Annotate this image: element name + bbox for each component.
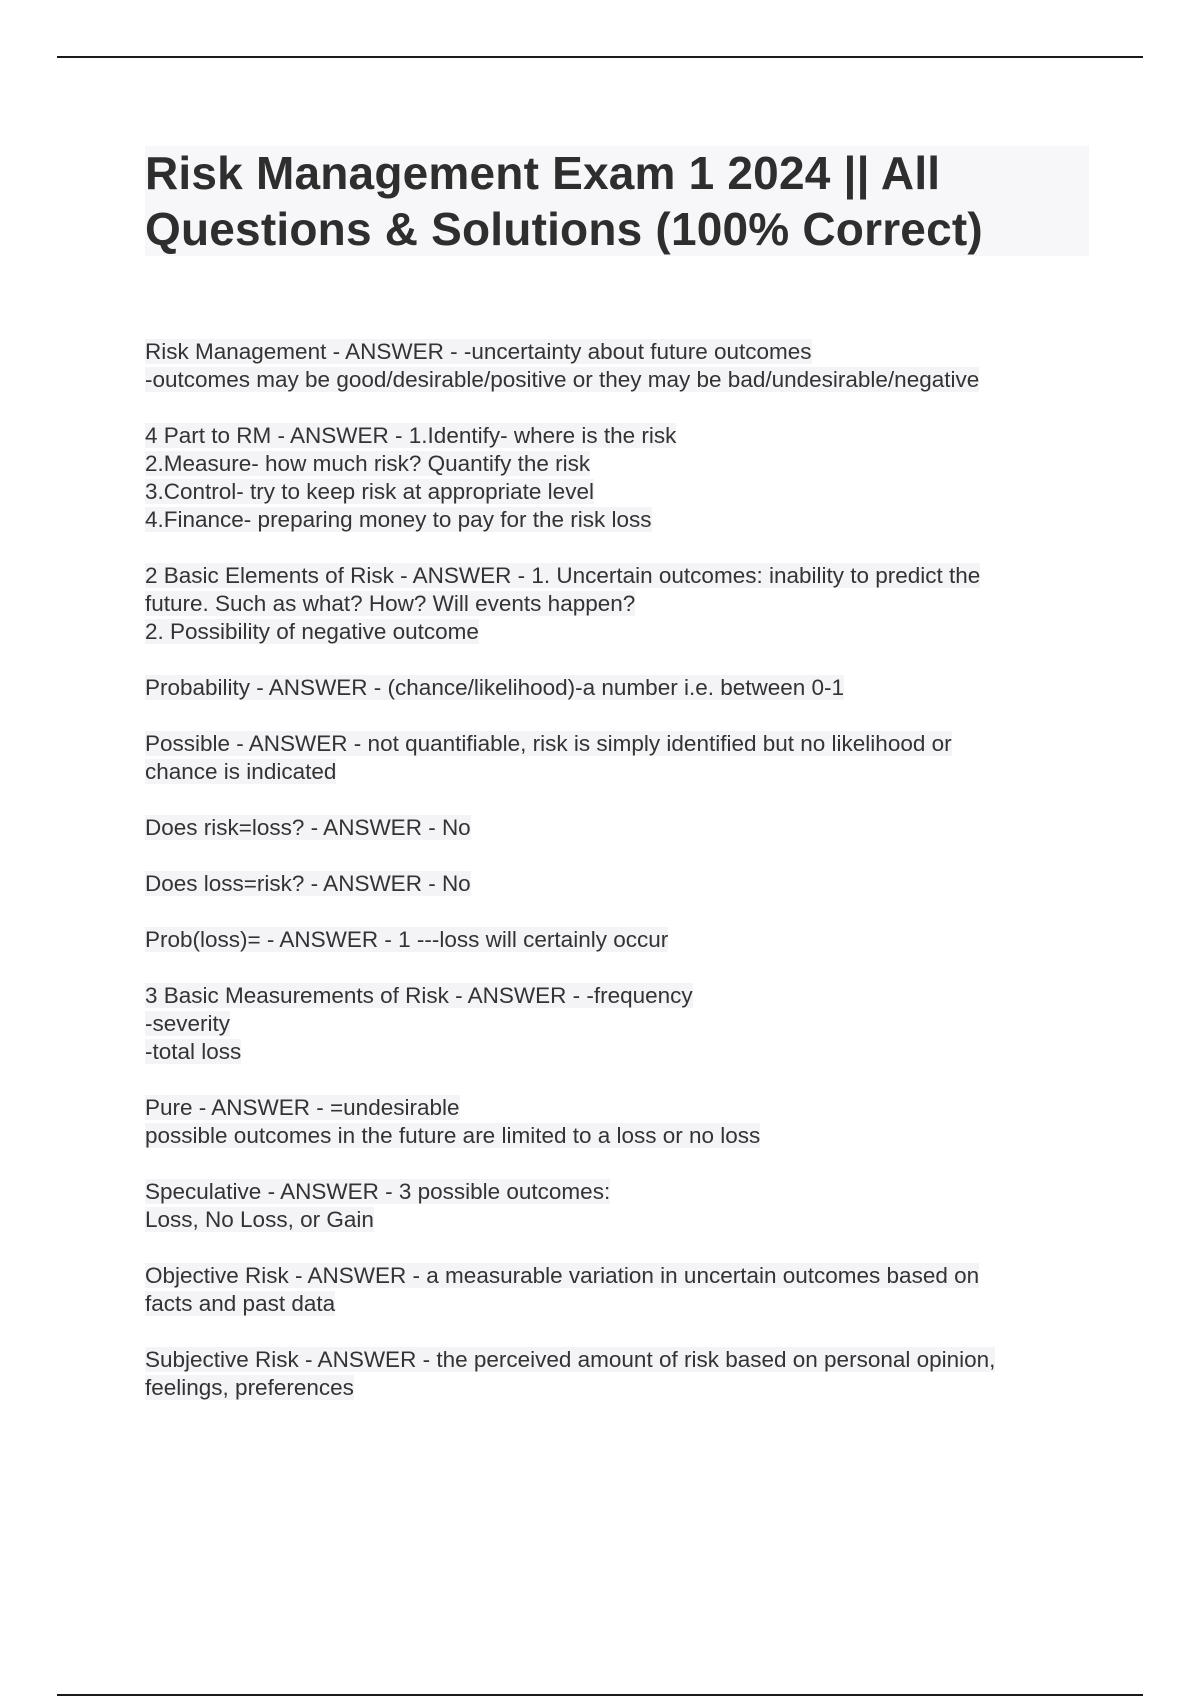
qa-entry	[145, 422, 1089, 534]
qa-line	[145, 590, 1089, 618]
qa-entry	[145, 926, 1089, 954]
qa-entry	[145, 674, 1089, 702]
qa-entry	[145, 562, 1089, 646]
qa-line	[145, 926, 1089, 954]
qa-line-text: 4.Finance- preparing money to pay for the risk loss	[145, 507, 652, 532]
qa-line-text: 2. Possibility of negative outcome	[145, 619, 479, 644]
qa-line-text: Pure - ANSWER - =undesirable	[145, 1095, 460, 1120]
qa-line-text: chance is indicated	[145, 759, 337, 784]
title-block	[145, 146, 1089, 256]
qa-line	[145, 478, 1089, 506]
qa-line	[145, 1038, 1089, 1066]
qa-line-text: Does risk=loss? - ANSWER - No	[145, 815, 471, 840]
qa-line	[145, 450, 1089, 478]
qa-entry	[145, 1262, 1089, 1318]
qa-line-text: 4 Part to RM - ANSWER - 1.Identify- where is the risk	[145, 423, 677, 448]
qa-line-text: Risk Management - ANSWER - -uncertainty about future outcomes	[145, 339, 812, 364]
qa-line-text: Objective Risk - ANSWER - a measurable variation in uncertain outcomes based on	[145, 1263, 980, 1288]
qa-line-text: 3.Control- try to keep risk at appropriate level	[145, 479, 594, 504]
top-rule	[57, 56, 1143, 58]
qa-line-text: facts and past data	[145, 1291, 336, 1316]
qa-line	[145, 814, 1089, 842]
qa-line	[145, 338, 1089, 366]
qa-line-text: Does loss=risk? - ANSWER - No	[145, 871, 471, 896]
qa-entry	[145, 1178, 1089, 1234]
qa-entry	[145, 730, 1089, 786]
qa-line-text: Probability - ANSWER - (chance/likelihood)-a number i.e. between 0-1	[145, 675, 845, 700]
qa-line-text: future. Such as what? How? Will events happen?	[145, 591, 636, 616]
qa-line	[145, 1290, 1089, 1318]
qa-line	[145, 730, 1089, 758]
qa-line	[145, 1094, 1089, 1122]
qa-line-text: 3 Basic Measurements of Risk - ANSWER - -frequency	[145, 983, 693, 1008]
qa-line-text: possible outcomes in the future are limited to a loss or no loss	[145, 1123, 761, 1148]
page-title-line-1: Risk Management Exam 1 2024 || All	[145, 147, 941, 199]
bottom-rule	[57, 1694, 1143, 1696]
qa-entry	[145, 1346, 1089, 1402]
qa-line	[145, 1262, 1089, 1290]
qa-list	[145, 338, 1089, 1430]
qa-line-text: 2 Basic Elements of Risk - ANSWER - 1. Uncertain outcomes: inability to predict the	[145, 563, 981, 588]
qa-line	[145, 618, 1089, 646]
qa-line	[145, 674, 1089, 702]
qa-entry	[145, 338, 1089, 394]
qa-line-text: feelings, preferences	[145, 1375, 354, 1400]
qa-line-text: -outcomes may be good/desirable/positive or they may be bad/undesirable/negative	[145, 367, 980, 392]
qa-entry	[145, 814, 1089, 842]
qa-line	[145, 506, 1089, 534]
qa-line-text: Prob(loss)= - ANSWER - 1 ---loss will certainly occur	[145, 927, 669, 952]
qa-line	[145, 1010, 1089, 1038]
qa-line	[145, 982, 1089, 1010]
qa-line	[145, 870, 1089, 898]
qa-line-text: Possible - ANSWER - not quantifiable, risk is simply identified but no likelihood or	[145, 731, 952, 756]
qa-line-text: -severity	[145, 1011, 231, 1036]
qa-line-text: Loss, No Loss, or Gain	[145, 1207, 374, 1232]
qa-line	[145, 758, 1089, 786]
qa-entry	[145, 982, 1089, 1066]
qa-line	[145, 1374, 1089, 1402]
qa-line	[145, 1346, 1089, 1374]
qa-line	[145, 1206, 1089, 1234]
qa-line	[145, 1178, 1089, 1206]
qa-line-text: 2.Measure- how much risk? Quantify the risk	[145, 451, 591, 476]
qa-entry	[145, 870, 1089, 898]
qa-line	[145, 562, 1089, 590]
qa-line-text: Subjective Risk - ANSWER - the perceived amount of risk based on personal opinion,	[145, 1347, 996, 1372]
qa-entry	[145, 1094, 1089, 1150]
qa-line	[145, 1122, 1089, 1150]
qa-line-text: Speculative - ANSWER - 3 possible outcomes:	[145, 1179, 611, 1204]
qa-line-text: -total loss	[145, 1039, 242, 1064]
qa-line	[145, 422, 1089, 450]
page-title	[145, 145, 1089, 257]
qa-line	[145, 366, 1089, 394]
page-title-line-2: Questions & Solutions (100% Correct)	[145, 203, 983, 255]
